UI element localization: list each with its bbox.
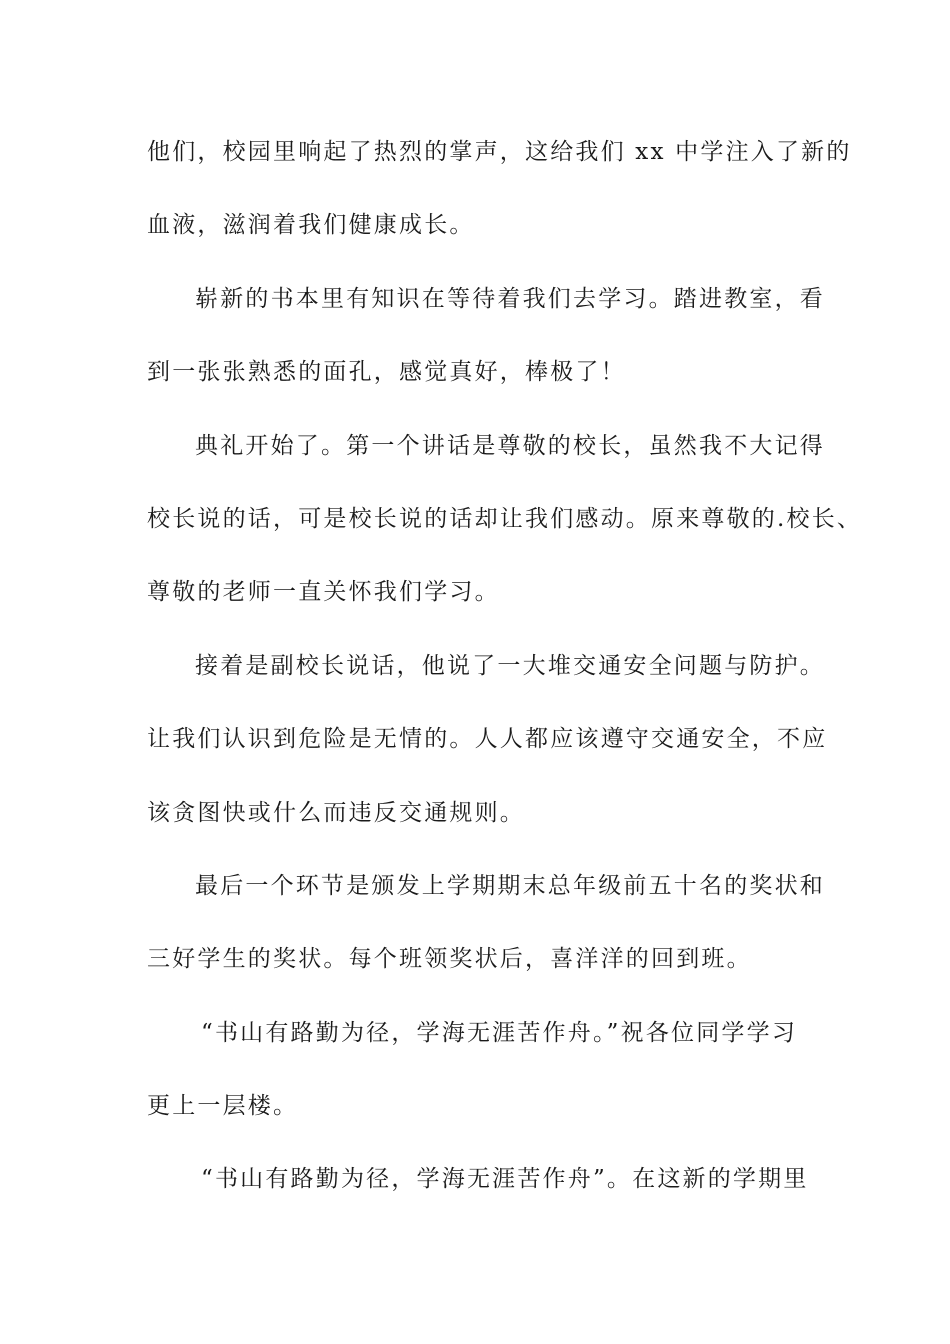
quote-paragraph-line: “书山有路勤为径，学海无涯苦作舟”。在这新的学期里 — [201, 1166, 809, 1193]
text-line: 到一张张熟悉的面孔，感觉真好，棒极了！ — [147, 359, 626, 386]
text-line: 血液，滋润着我们健康成长。 — [147, 212, 475, 239]
text-line: 让我们认识到危险是无情的。人人都应该遵守交通安全，不应 — [147, 726, 828, 753]
text-line: 该贪图快或什么而违反交通规则。 — [147, 799, 525, 826]
paragraph-start-line: 最后一个环节是颁发上学期期末总年级前五十名的奖状和 — [195, 872, 825, 899]
text-line: 三好学生的奖状。每个班领奖状后，喜洋洋的回到班。 — [147, 946, 752, 973]
document-body — [147, 132, 863, 1233]
text-line: 更上一层楼。 — [147, 1093, 299, 1120]
quote-paragraph-line: “书山有路勤为径，学海无涯苦作舟。”祝各位同学学习 — [201, 1019, 798, 1046]
paragraph-start-line: 崭新的书本里有知识在等待着我们去学习。踏进教室，看 — [195, 285, 825, 312]
text-line: 校长说的话，可是校长说的话却让我们感动。原来尊敬的.校长、 — [147, 505, 863, 532]
text-line: 尊敬的老师一直关怀我们学习。 — [147, 579, 500, 606]
paragraph-start-line: 典礼开始了。第一个讲话是尊敬的校长，虽然我不大记得 — [195, 432, 825, 459]
paragraph-start-line: 接着是副校长说话，他说了一大堆交通安全问题与防护。 — [195, 652, 825, 679]
text-line: 他们，校园里响起了热烈的掌声，这给我们 xx 中学注入了新的 — [147, 139, 852, 165]
